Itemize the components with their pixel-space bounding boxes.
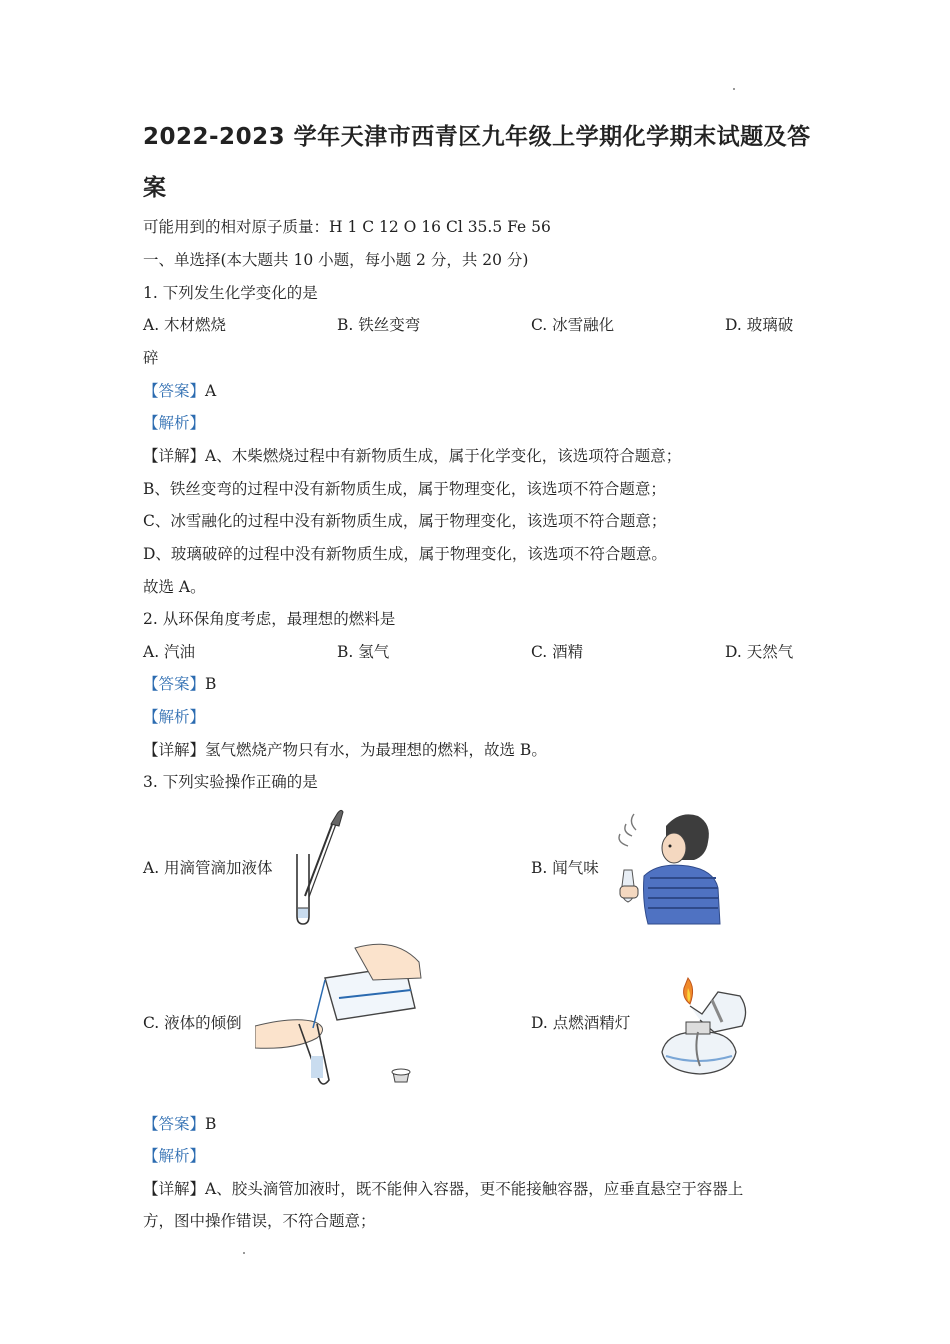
q1-answer [143, 379, 216, 401]
q2-detail: 【详解】氢气燃烧产物只有水，为最理想的燃料，故选 B。 [143, 741, 547, 759]
q1-detail-2: B、铁丝变弯的过程中没有新物质生成，属于物理变化，该选项不符合题意； [143, 480, 666, 498]
q2-answer [143, 672, 216, 694]
q3-option-d: D. 点燃酒精灯 [531, 1014, 631, 1032]
q3-answer [143, 1112, 216, 1134]
q2-option-a: A. 汽油 [143, 643, 196, 661]
q3-detail-2: 方，图中操作错误，不符合题意； [143, 1212, 376, 1230]
atomic-mass-line: 可能用到的相对原子质量：H 1 C 12 O 16 Cl 35.5 Fe 56 [143, 218, 551, 236]
q3-option-c: C. 液体的倾倒 [143, 1014, 242, 1032]
q3-option-a: A. 用滴管滴加液体 [143, 859, 273, 877]
q3-detail-1: 【详解】A、胶头滴管加液时，既不能伸入容器，更不能接触容器，应垂直悬空于容器上 [143, 1180, 744, 1198]
q1-stem: 1. 下列发生化学变化的是 [143, 284, 318, 302]
q1-option-c: C. 冰雪融化 [531, 316, 615, 334]
q2-option-d: D. 天然气 [725, 643, 794, 661]
answer-tag: 【答案】 [143, 1115, 206, 1133]
q2-stem: 2. 从环保角度考虑，最理想的燃料是 [143, 610, 396, 628]
q1-conclusion: 故选 A。 [143, 578, 206, 596]
q1-option-d: D. 玻璃破 [725, 316, 794, 334]
q2-option-c: C. 酒精 [531, 643, 584, 661]
q1-option-b: B. 铁丝变弯 [337, 316, 421, 334]
q3-stem: 3. 下列实验操作正确的是 [143, 773, 318, 791]
smelling-gas-illustration [608, 806, 724, 930]
q2-answer-value: B [205, 675, 217, 693]
scan-dot-bottom [243, 1252, 245, 1254]
q1-option-d-wrap: 碎 [143, 349, 159, 367]
q1-answer-value: A [205, 382, 217, 400]
lighting-alcohol-lamp-illustration [652, 970, 762, 1080]
q3-option-b: B. 闻气味 [531, 859, 599, 877]
page-title: 2022-2023 学年天津市西青区九年级上学期化学期末试题及答案 [143, 124, 811, 201]
answer-tag: 【答案】 [143, 675, 206, 693]
q1-analysis-tag: 【解析】 [143, 414, 206, 432]
q3-answer-value: B [205, 1115, 217, 1133]
section-heading: 一、单选择(本大题共 10 小题，每小题 2 分，共 20 分) [143, 251, 529, 269]
q1-detail-1: 【详解】A、木柴燃烧过程中有新物质生成，属于化学变化，该选项符合题意； [143, 447, 682, 465]
q1-detail-4: D、玻璃破碎的过程中没有新物质生成，属于物理变化，该选项不符合题意。 [143, 545, 667, 563]
q3-analysis-tag: 【解析】 [143, 1147, 206, 1165]
q2-option-b: B. 氢气 [337, 643, 390, 661]
pouring-liquid-illustration [255, 938, 425, 1088]
q1-detail-3: C、冰雪融化的过程中没有新物质生成，属于物理变化，该选项不符合题意； [143, 512, 667, 530]
q2-analysis-tag: 【解析】 [143, 708, 206, 726]
dropper-test-tube-illustration [285, 804, 355, 930]
answer-tag: 【答案】 [143, 382, 206, 400]
q1-option-a: A. 木材燃烧 [143, 316, 227, 334]
scan-dot-top [733, 88, 735, 90]
